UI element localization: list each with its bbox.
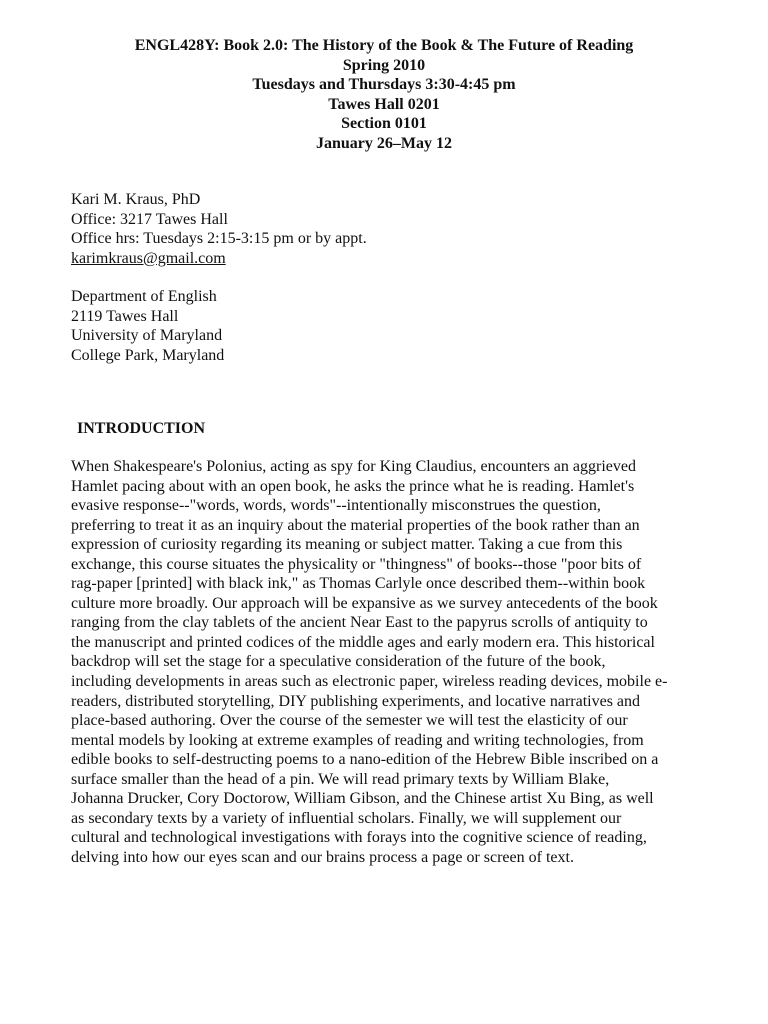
introduction-line: preferring to treat it as an inquiry about the material properties of the book rather than an <box>71 516 640 534</box>
introduction-line: cultural and technological investigations with forays into the cognitive science of reading, <box>71 829 647 847</box>
instructor-office: Office: 3217 Tawes Hall <box>71 210 228 228</box>
introduction-line: Johanna Drucker, Cory Doctorow, William Gibson, and the Chinese artist Xu Bing, as well <box>71 790 654 808</box>
introduction-line: readers, distributed storytelling, DIY publishing experiments, and locative narratives and <box>71 692 641 710</box>
introduction-line: ranging from the clay tablets of the ancient Near East to the papyrus scrolls of antiquity to <box>71 614 648 632</box>
course-room: Tawes Hall 0201 <box>328 95 440 113</box>
introduction-line: edible books to self-destructing poems to a nano-edition of the Hebrew Bible inscribed on a <box>71 751 659 769</box>
department-university: University of Maryland <box>71 327 223 345</box>
introduction-line: the manuscript and printed codices of the middle ages and early modern era. This historical <box>71 633 655 651</box>
instructor-email-link[interactable]: karimkraus@gmail.com <box>71 249 226 267</box>
course-schedule: Tuesdays and Thursdays 3:30-4:45 pm <box>252 76 516 93</box>
department-street: 2119 Tawes Hall <box>71 307 179 325</box>
introduction-line: When Shakespeare's Polonius, acting as spy for King Claudius, encounters an aggrieved <box>71 458 636 475</box>
introduction-heading: INTRODUCTION <box>77 420 206 437</box>
department-address <box>71 287 224 365</box>
introduction-line: place-based authoring. Over the course of the semester we will test the elasticity of our <box>71 712 628 730</box>
department-city: College Park, Maryland <box>71 346 225 364</box>
introduction-line: surface smaller than the head of a pin. We will read primary texts by William Blake, <box>71 770 610 788</box>
instructor-contact <box>71 190 367 268</box>
introduction-line: Hamlet pacing about with an open book, he asks the prince what he is reading. Hamlet's <box>71 477 635 495</box>
introduction-paragraph <box>71 457 667 867</box>
introduction-line: evasive response--"words, words, words"--intentionally misconstrues the question, <box>71 497 601 515</box>
course-title: ENGL428Y: Book 2.0: The History of the Book & The Future of Reading <box>134 37 634 54</box>
instructor-office-hours: Office hrs: Tuesdays 2:15-3:15 pm or by appt. <box>71 230 367 248</box>
introduction-line: rag-paper [printed] with black ink," as Thomas Carlyle once described them--within book <box>71 575 646 593</box>
department-name: Department of English <box>71 288 217 305</box>
introduction-line: backdrop will set the stage for a speculative consideration of the future of the book, <box>71 653 606 671</box>
introduction-line: expression of curiosity regarding its meaning or subject matter. Taking a cue from this <box>71 536 623 554</box>
instructor-name: Kari M. Kraus, PhD <box>71 191 201 208</box>
introduction-line: including developments in areas such as electronic paper, wireless reading devices, mobile e- <box>71 673 668 691</box>
introduction-line: as secondary texts by a variety of influential scholars. Finally, we will supplement our <box>71 809 622 827</box>
course-term: Spring 2010 <box>342 56 426 74</box>
introduction-line: culture more broadly. Our approach will be expansive as we survey antecedents of the book <box>71 594 658 612</box>
course-section: Section 0101 <box>341 115 427 132</box>
introduction-line: exchange, this course situates the physicality or "thingness" of books--those "poor bits of <box>71 555 642 573</box>
introduction-line: mental models by looking at extreme examples of reading and writing technologies, from <box>71 731 644 749</box>
course-dates: January 26–May 12 <box>316 134 452 152</box>
introduction-line: delving into how our eyes scan and our brains process a page or screen of text. <box>71 848 574 866</box>
course-header <box>0 36 768 153</box>
